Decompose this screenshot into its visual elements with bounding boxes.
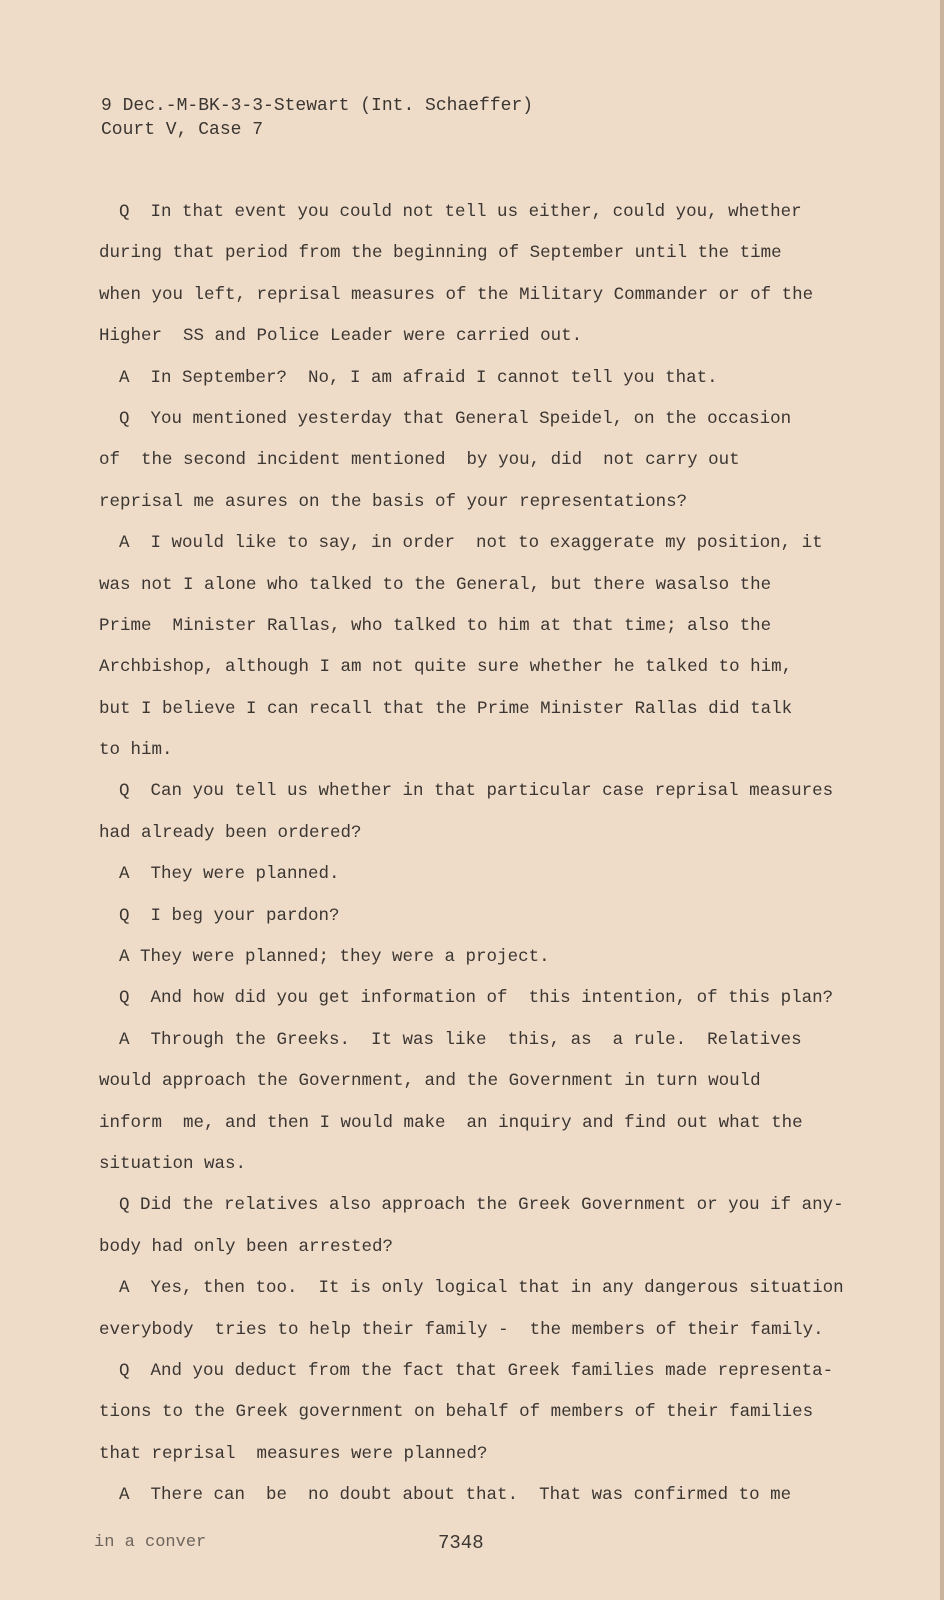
header-line-2: Court V, Case 7 [101, 120, 264, 140]
transcript-line: A They were planned; they were a project. [119, 947, 550, 968]
transcript-line: Q Did the relatives also approach the Greek Government or you if any- [119, 1195, 844, 1216]
transcript-line: tions to the Greek government on behalf of members of their families [99, 1402, 814, 1423]
transcript-line: Prime Minister Rallas, who talked to him at that time; also the [99, 615, 772, 636]
transcript-line: Q And how did you get information of this intention, of this plan? [119, 988, 834, 1009]
continuation-text: in a conver [94, 1533, 207, 1552]
transcript-line: would approach the Government, and the Government in turn would [99, 1071, 761, 1092]
transcript-line: Q And you deduct from the fact that Greek families made representa- [119, 1360, 834, 1381]
page-number: 7348 [438, 1532, 484, 1554]
transcript-line: A In September? No, I am afraid I cannot tell you that. [119, 367, 718, 388]
transcript-line: reprisal me asures on the basis of your representations? [99, 491, 688, 512]
document-header [101, 94, 533, 142]
transcript-line: that reprisal measures were planned? [99, 1443, 488, 1464]
transcript-line: inform me, and then I would make an inquiry and find out what the [99, 1112, 803, 1133]
transcript-line: Q Can you tell us whether in that particular case reprisal measures [119, 781, 834, 802]
transcript-line: had already been ordered? [99, 822, 362, 843]
transcript-line: Q I beg your pardon? [119, 905, 340, 926]
transcript-line: A They were planned. [119, 864, 340, 885]
transcript-line: to him. [99, 740, 173, 761]
transcript-line: A Yes, then too. It is only logical that in any dangerous situation [119, 1278, 844, 1299]
transcript-line: Archbishop, although I am not quite sure whether he talked to him, [99, 657, 793, 678]
transcript-line: situation was. [99, 1153, 247, 1174]
transcript-line: A There can be no doubt about that. That was confirmed to me [119, 1485, 792, 1506]
transcript-body [99, 192, 844, 1517]
transcript-line: Higher SS and Police Leader were carried out. [99, 326, 583, 347]
transcript-line: when you left, reprisal measures of the Military Commander or of the [99, 284, 814, 305]
transcript-line: body had only been arrested? [99, 1236, 394, 1257]
transcript-line: everybody tries to help their family - the members of their family. [99, 1319, 824, 1340]
transcript-line: of the second incident mentioned by you, did not carry out [99, 450, 740, 471]
transcript-line: during that period from the beginning of September until the time [99, 243, 782, 264]
transcript-line: was not I alone who talked to the General, but there wasalso the [99, 574, 772, 595]
transcript-line: Q In that event you could not tell us either, could you, whether [119, 202, 802, 222]
transcript-line: Q You mentioned yesterday that General Speidel, on the occasion [119, 408, 792, 429]
header-line-1: 9 Dec.-M-BK-3-3-Stewart (Int. Schaeffer) [101, 96, 534, 116]
transcript-line: A I would like to say, in order not to exaggerate my position, it [119, 533, 823, 554]
transcript-line: but I believe I can recall that the Prime Minister Rallas did talk [99, 698, 793, 719]
transcript-line: A Through the Greeks. It was like this, as a rule. Relatives [119, 1029, 802, 1050]
